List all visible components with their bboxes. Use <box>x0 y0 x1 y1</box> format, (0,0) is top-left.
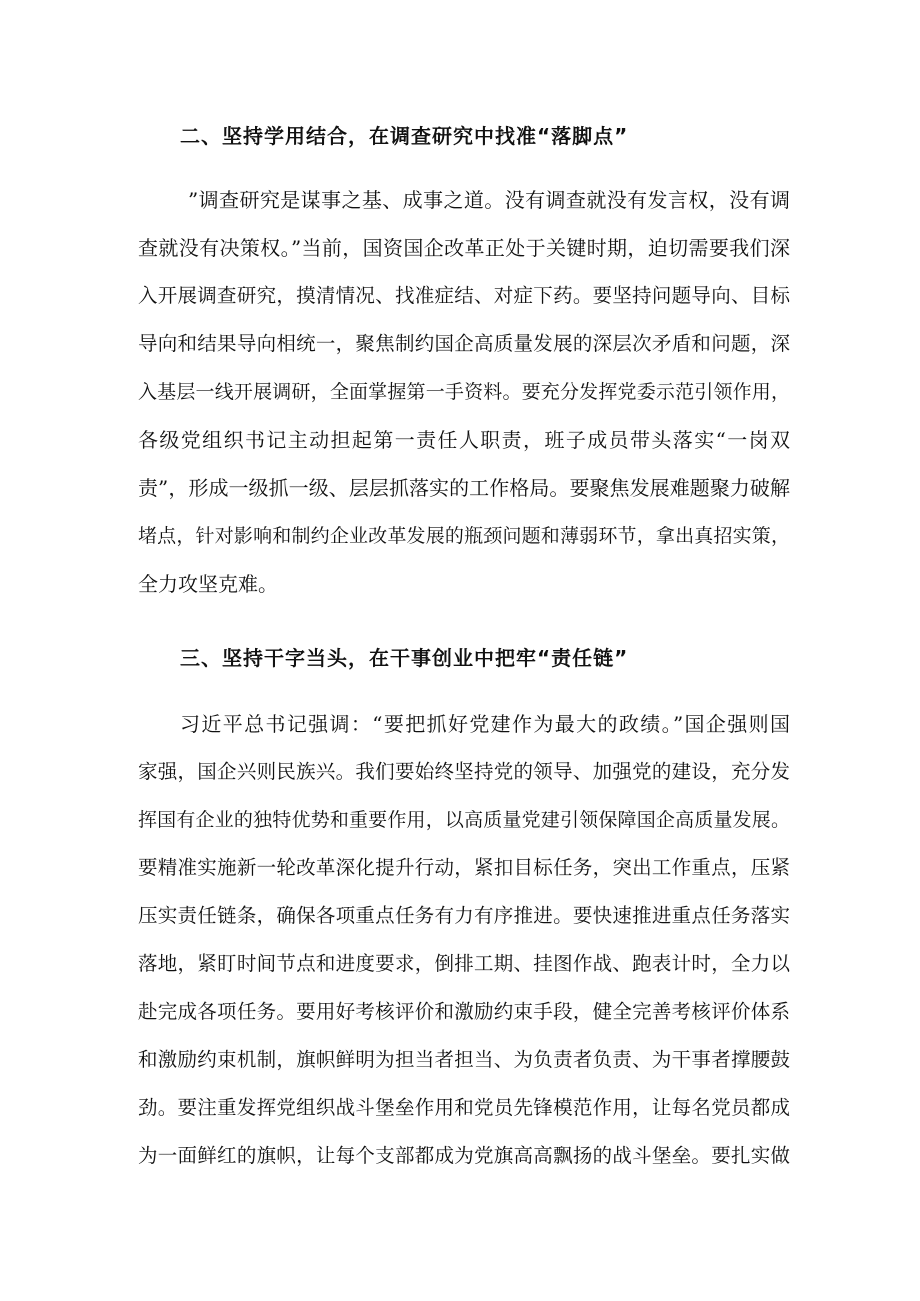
section-2-line-3: 入开展调查研究，摸清情况、找准症结、对症下药。要坚持问题导向、目标 <box>138 284 790 307</box>
section-3-line-9: 劲。要注重发挥党组织战斗堡垒作用和党员先锋模范作用，让每名党员都成 <box>138 1096 790 1119</box>
section-3-heading: 三、坚持干字当头，在干事创业中把牢“责任链” <box>180 646 629 670</box>
section-3-line-10: 为一面鲜红的旗帜，让每个支部都成为党旗高高飘扬的战斗堡垒。要扎实做 <box>138 1144 790 1167</box>
section-3-line-8: 和激励约束机制，旗帜鲜明为担当者担当、为负责者负责、为干事者撑腰鼓 <box>138 1048 790 1071</box>
section-2-line-9: 全力攻坚克难。 <box>138 572 278 596</box>
section-2-line-2: 查就没有决策权。”当前，国资国企改革正处于关键时期，迫切需要我们深 <box>138 236 790 260</box>
section-3-line-4: 要精准实施新一轮改革深化提升行动，紧扣目标任务，突出工作重点，压紧 <box>138 856 790 879</box>
section-2-line-1: ”调查研究是谋事之基、成事之道。没有调查就没有发言权，没有调 <box>188 188 790 212</box>
section-2-line-7: 责”，形成一级抓一级、层层抓落实的工作格局。要聚焦发展难题聚力破解 <box>138 476 790 500</box>
section-3-line-6: 落地，紧盯时间节点和进度要求，倒排工期、挂图作战、跑表计时，全力以 <box>138 952 790 975</box>
section-3-line-3: 挥国有企业的独特优势和重要作用，以高质量党建引领保障国企高质量发展。 <box>138 809 790 831</box>
section-3-line-2: 家强，国企兴则民族兴。我们要始终坚持党的领导、加强党的建设，充分发 <box>138 760 790 783</box>
section-3-line-1: 习近平总书记强调：“要把抓好党建作为最大的政绩。”国企强则国 <box>180 712 790 736</box>
section-2-line-5: 入基层一线开展调研，全面掌握第一手资料。要充分发挥党委示范引领作用， <box>138 381 790 403</box>
section-2-line-4: 导向和结果导向相统一，聚焦制约国企高质量发展的深层次矛盾和问题，深 <box>138 332 790 355</box>
section-2-line-8: 堵点，针对影响和制约企业改革发展的瓶颈问题和薄弱环节，拿出真招实策， <box>138 525 790 547</box>
section-3-line-7: 赴完成各项任务。要用好考核评价和激励约束手段，健全完善考核评价体系 <box>138 1000 790 1023</box>
section-2-line-6: 各级党组织书记主动担起第一责任人职责，班子成员带头落实“一岗双 <box>138 428 790 452</box>
section-2-heading: 二、坚持学用结合，在调查研究中找准“落脚点” <box>180 124 629 148</box>
section-3-line-5: 压实责任链条，确保各项重点任务有力有序推进。要快速推进重点任务落实 <box>138 904 790 927</box>
